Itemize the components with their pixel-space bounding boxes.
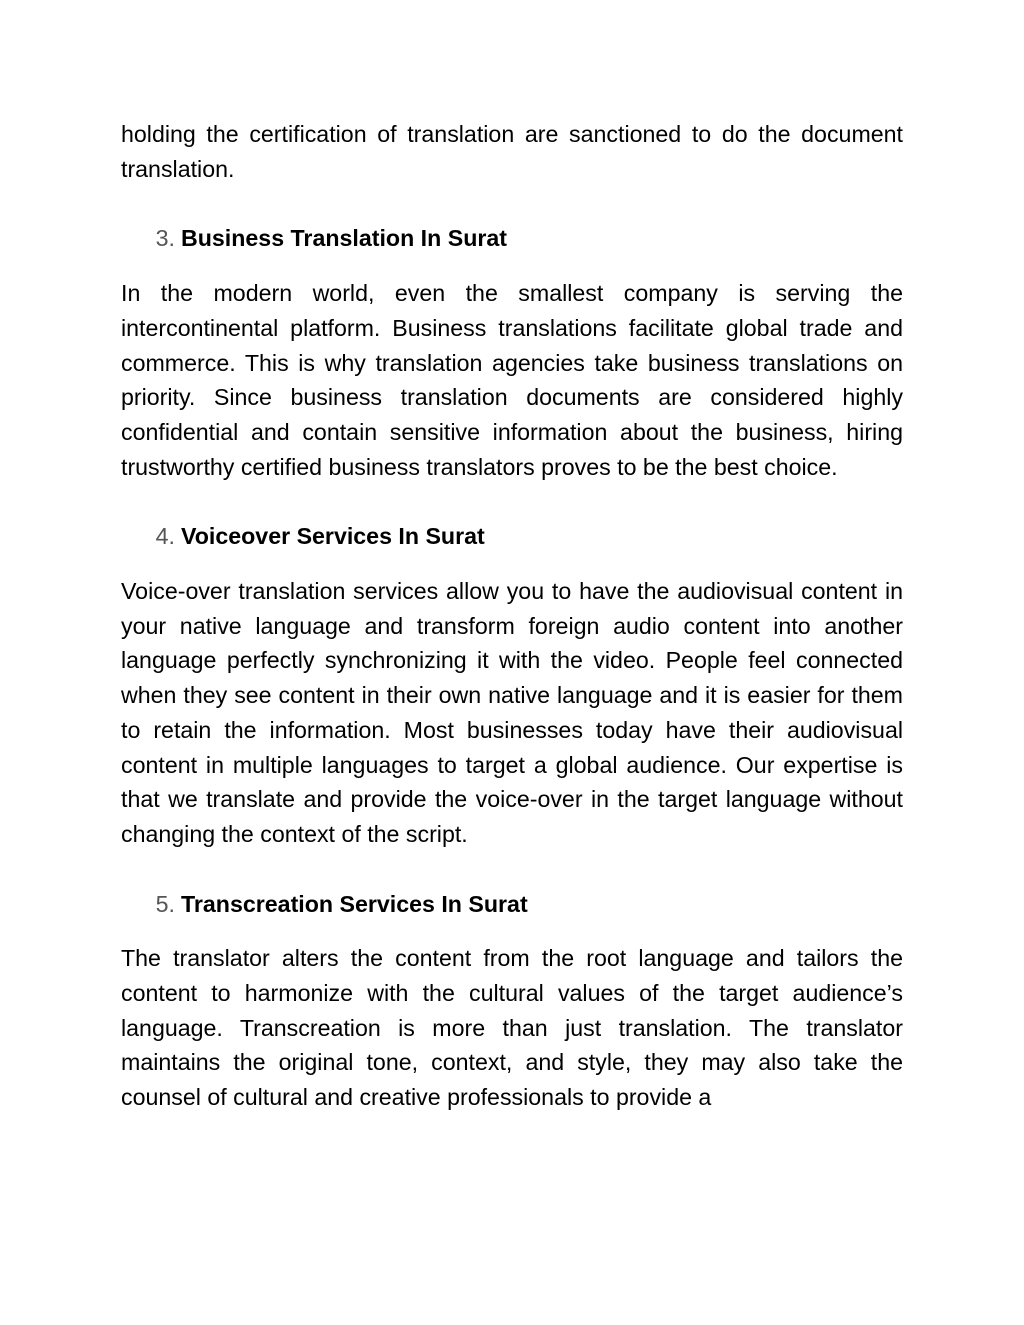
section-body-transcreation-services: The translator alters the content from the root language and tailors the content to harmonize with the cultural values of the target audience’s language. Transcreation is more than just translation. The translator maintains the original tone, context, and style, they may also take the counsel of cultural and creative professionals to provide a: [121, 945, 903, 1111]
section-body-business-translation: In the modern world, even the smallest company is serving the intercontinental platform. Business translations facilitate global trade and commerce. This is why translation agencies take business translations on priority. Since business translation documents are considered highly confidential and contain sensitive information about the business, hiring trustworthy certified business translators proves to be the best choice.: [121, 280, 903, 480]
section-title: Transcreation Services In Surat: [181, 890, 528, 917]
intro-paragraph: holding the certification of translation are sanctioned to do the document translation.: [121, 121, 903, 182]
section-title: Business Translation In Surat: [181, 225, 507, 252]
section-heading-business-translation: [121, 221, 903, 256]
section-number: 5.: [155, 890, 175, 917]
document-page: [121, 117, 903, 1115]
section-number: 4.: [155, 523, 175, 550]
section-body-voiceover-services: Voice-over translation services allow you to have the audiovisual content in your native language and transform foreign audio content into another language perfectly synchronizing it with the video. People feel connected when they see content in their own native language and it is easier for them to retain the information. Most businesses today have their audiovisual content in multiple languages to target a global audience. Our expertise is that we translate and provide the voice-over in the target language without changing the context of the script.: [121, 578, 903, 847]
section-heading-voiceover-services: [121, 519, 903, 554]
section-heading-transcreation-services: [121, 887, 903, 922]
section-number: 3.: [155, 225, 175, 252]
section-title: Voiceover Services In Surat: [181, 523, 485, 550]
